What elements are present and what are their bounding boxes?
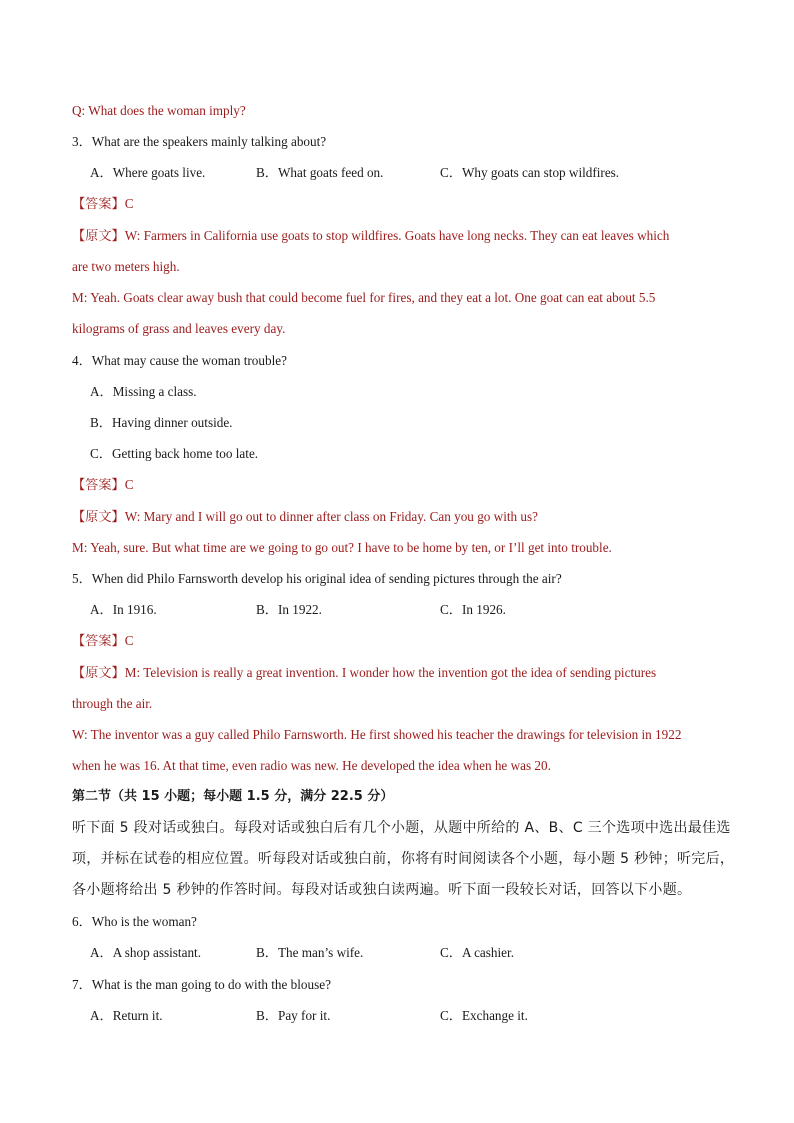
option-c: C．A cashier.	[440, 945, 514, 960]
option-c: C．Getting back home too late.	[90, 446, 259, 461]
answer-4: 【答案】C	[72, 477, 134, 492]
question-7: 7．What is the man going to do with the blouse?	[72, 977, 331, 992]
option-b: B．Having dinner outside.	[90, 415, 233, 430]
option-c: C．Why goats can stop wildfires.	[440, 165, 620, 180]
transcript-5-line-1: 【原文】M: Television is really a great invention. I wonder how the invention got the idea of sending pictures	[72, 665, 657, 680]
transcript-5-line-2: through the air.	[72, 696, 153, 711]
option-a: A．Return it.	[90, 1008, 163, 1023]
question-4: 4．What may cause the woman trouble?	[72, 353, 287, 368]
question-5: 5．When did Philo Farnsworth develop his original idea of sending pictures through the air?	[72, 571, 562, 586]
option-b: B．In 1922.	[256, 602, 322, 617]
section-2-title: 第二节（共 15 小题；每小题 1.5 分，满分 22.5 分）	[72, 789, 394, 804]
transcript-4-line-2: M: Yeah, sure. But what time are we going to go out? I have to be home by ten, or I’ll get into trouble.	[72, 540, 612, 555]
section-2-instructions-line-1: 听下面 5 段对话或独白。每段对话或独白后有几个小题，从题中所给的 A、B、C 三个选项中选出最佳选	[72, 820, 731, 836]
answer-5: 【答案】C	[72, 633, 134, 648]
transcript-5-line-3: W: The inventor was a guy called Philo Farnsworth. He first showed his teacher the drawings for television in 1922	[72, 727, 682, 742]
option-a: A．A shop assistant.	[90, 945, 201, 960]
option-a: A．In 1916.	[90, 602, 157, 617]
question-imply: Q: What does the woman imply?	[72, 103, 246, 118]
transcript-3-line-2: are two meters high.	[72, 259, 180, 274]
option-a: A．Where goats live.	[90, 165, 206, 180]
transcript-5-line-4: when he was 16. At that time, even radio was new. He developed the idea when he was 20.	[72, 758, 551, 773]
option-b: B．What goats feed on.	[256, 165, 384, 180]
option-c: C．Exchange it.	[440, 1008, 528, 1023]
transcript-3-line-1: 【原文】W: Farmers in California use goats to stop wildfires. Goats have long necks. They can eat leaves which	[72, 228, 670, 243]
option-b: B．Pay for it.	[256, 1008, 331, 1023]
section-2-instructions-line-3: 各小题将给出 5 秒钟的作答时间。每段对话或独白读两遍。听下面一段较长对话，回答以下小题。	[72, 882, 692, 898]
option-a: A．Missing a class.	[90, 384, 197, 399]
transcript-3-line-4: kilograms of grass and leaves every day.	[72, 321, 286, 336]
section-2-instructions-line-2: 项，并标在试卷的相应位置。听每段对话或独白前，你将有时间阅读各个小题，每小题 5 秒钟；听完后，	[72, 851, 735, 867]
answer-3: 【答案】C	[72, 196, 134, 211]
transcript-3-line-3: M: Yeah. Goats clear away bush that could become fuel for fires, and they eat a lot. One goat can eat about 5.5	[72, 290, 656, 305]
option-c: C．In 1926.	[440, 602, 506, 617]
option-b: B．The man’s wife.	[256, 945, 364, 960]
question-6: 6．Who is the woman?	[72, 914, 197, 929]
question-3: 3．What are the speakers mainly talking about?	[72, 134, 327, 149]
transcript-4-line-1: 【原文】W: Mary and I will go out to dinner after class on Friday. Can you go with us?	[72, 509, 538, 524]
